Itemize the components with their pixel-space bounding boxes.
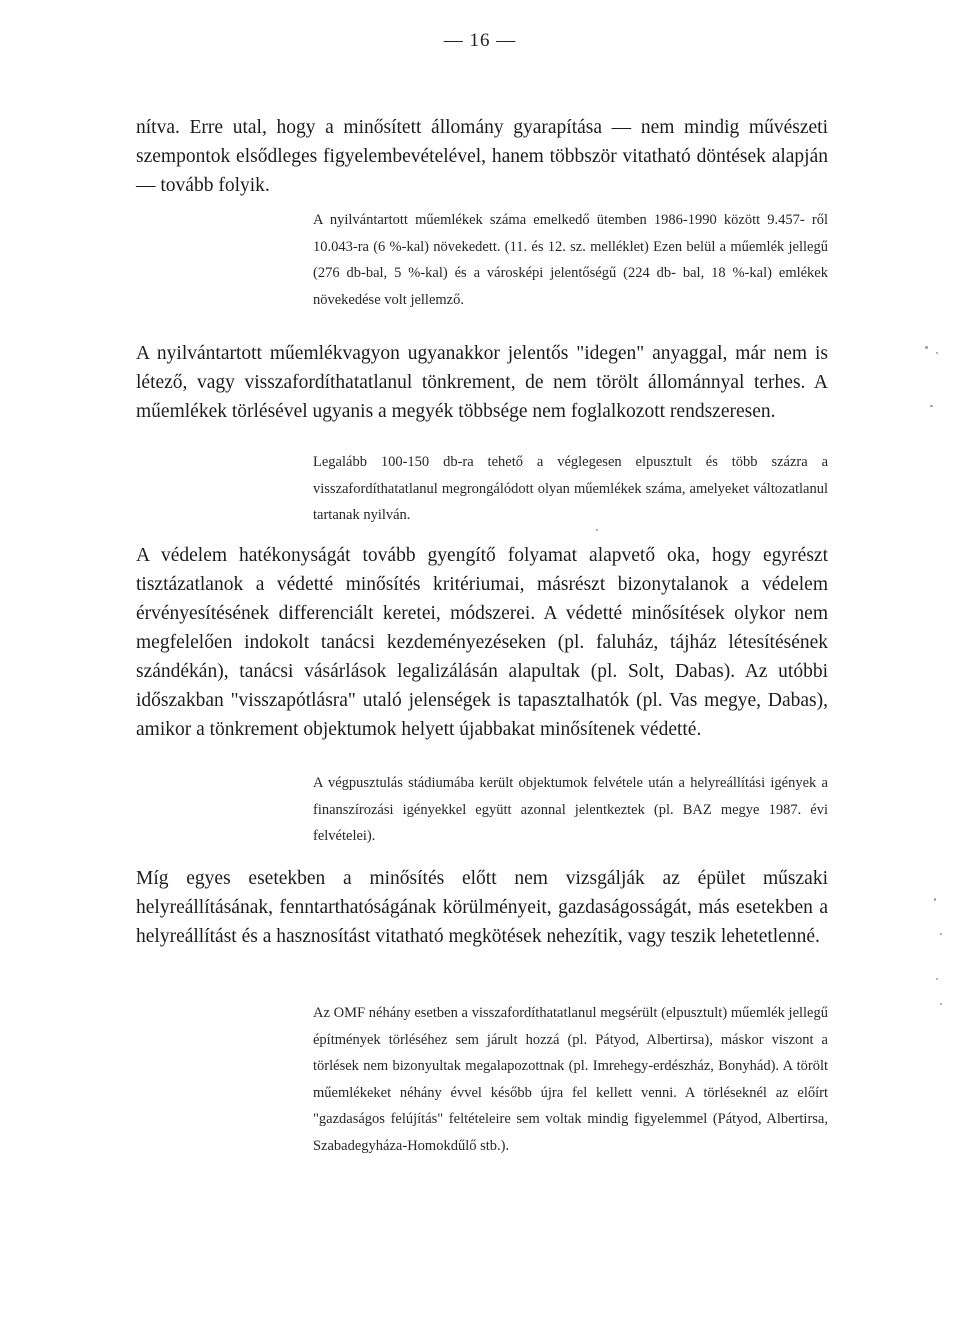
paragraph-main-2: A nyilvántartott műemlékvagyon ugyanakkor jelentős "idegen" anyaggal, már nem is létező, vagy visszafordíthatatlanul tönkrement, de nem törölt állománnyal terhes. A műemlékek törlésével ugyanis a megyék többsége nem foglalkozott rendszeresen. xyxy=(136,343,828,422)
paragraph-note-3: A végpusztulás stádiumába került objektumok felvétele után a helyreállítási igények a finanszírozási igényekkel együtt azonnal jelentkeztek (pl. BAZ megye 1987. évi felvételei). xyxy=(313,775,828,844)
scan-speck xyxy=(936,978,938,980)
scan-speck xyxy=(596,529,598,531)
paragraph-main-4: Míg egyes esetekben a minősítés előtt nem vizsgálják az épület műszaki helyreállításának, fenntarthatóságának körülményeit, gazdaságosságát, más esetekben a helyreállítást és a hasznosítást vitatható megkötések nehezítik, vagy teszik lehetetlenné. xyxy=(136,868,828,947)
page-number: — 16 — xyxy=(443,30,517,51)
paragraph-note-2: Legalább 100-150 db-ra tehető a véglegesen elpusztult és több százra a visszafordíthatatlanul megrongálódott olyan műemlékek száma, amelyeket változatlanul tartanak nyilván. xyxy=(313,454,828,523)
scan-speck xyxy=(930,405,933,407)
scan-speck xyxy=(940,933,942,935)
scan-speck xyxy=(925,346,928,349)
paragraph-main-1: nítva. Erre utal, hogy a minősített állomány gyarapítása — nem mindig művészeti szempontok elsődleges figyelembevételével, hanem többször vitatható döntések alapján — tovább folyik. xyxy=(136,117,828,196)
scan-speck xyxy=(940,1003,942,1005)
paragraph-note-1: A nyilvántartott műemlékek száma emelkedő ütemben 1986-1990 között 9.457- ről 10.043-ra (6 %-kal) növekedett. (11. és 12. sz. melléklet) Ezen belül a műemlék jellegű (276 db-bal, 5 %-kal) és a városképi jelentőségű (224 db- bal, 18 %-kal) emlékek növekedése volt jellemző. xyxy=(313,212,828,308)
scan-speck xyxy=(934,898,936,901)
scan-speck xyxy=(936,352,938,354)
paragraph-main-3: A védelem hatékonyságát tovább gyengítő folyamat alapvető oka, hogy egyrészt tisztázatlanok a védetté minősítés kritériumai, másrészt bizonytalanok a védelem érvényesítésének differenciált keretei, módszerei. A védetté minősítések olykor nem megfelelően indokolt tanácsi kezdeményezéseken (pl. faluház, tájház létesítésének szándékán), tanácsi vásárlások legalizálásán alapultak (pl. Solt, Dabas). Az utóbbi időszakban "visszapótlásra" utaló jelenségek is tapasztalhatók (pl. Vas megye, Dabas), amikor a tönkrement objektumok helyett újabbakat minősítenek védetté. xyxy=(136,545,828,740)
paragraph-note-4: Az OMF néhány esetben a visszafordíthatatlanul megsérült (elpusztult) műemlék jellegű építmények törléséhez sem járult hozzá (pl. Pátyod, Albertirsa), máskor viszont a törlések nem bizonyultak megalapozottnak (pl. Imrehegy-erdészház, Bonyhád). A törölt műemlékeket néhány évvel később újra fel kellett venni. A törléseknél az előírt "gazdaságos felújítás" feltételeire sem voltak mindig figyelemmel (Pátyod, Albertirsa, Szabadegyháza-Homokdűlő stb.). xyxy=(313,1005,828,1154)
